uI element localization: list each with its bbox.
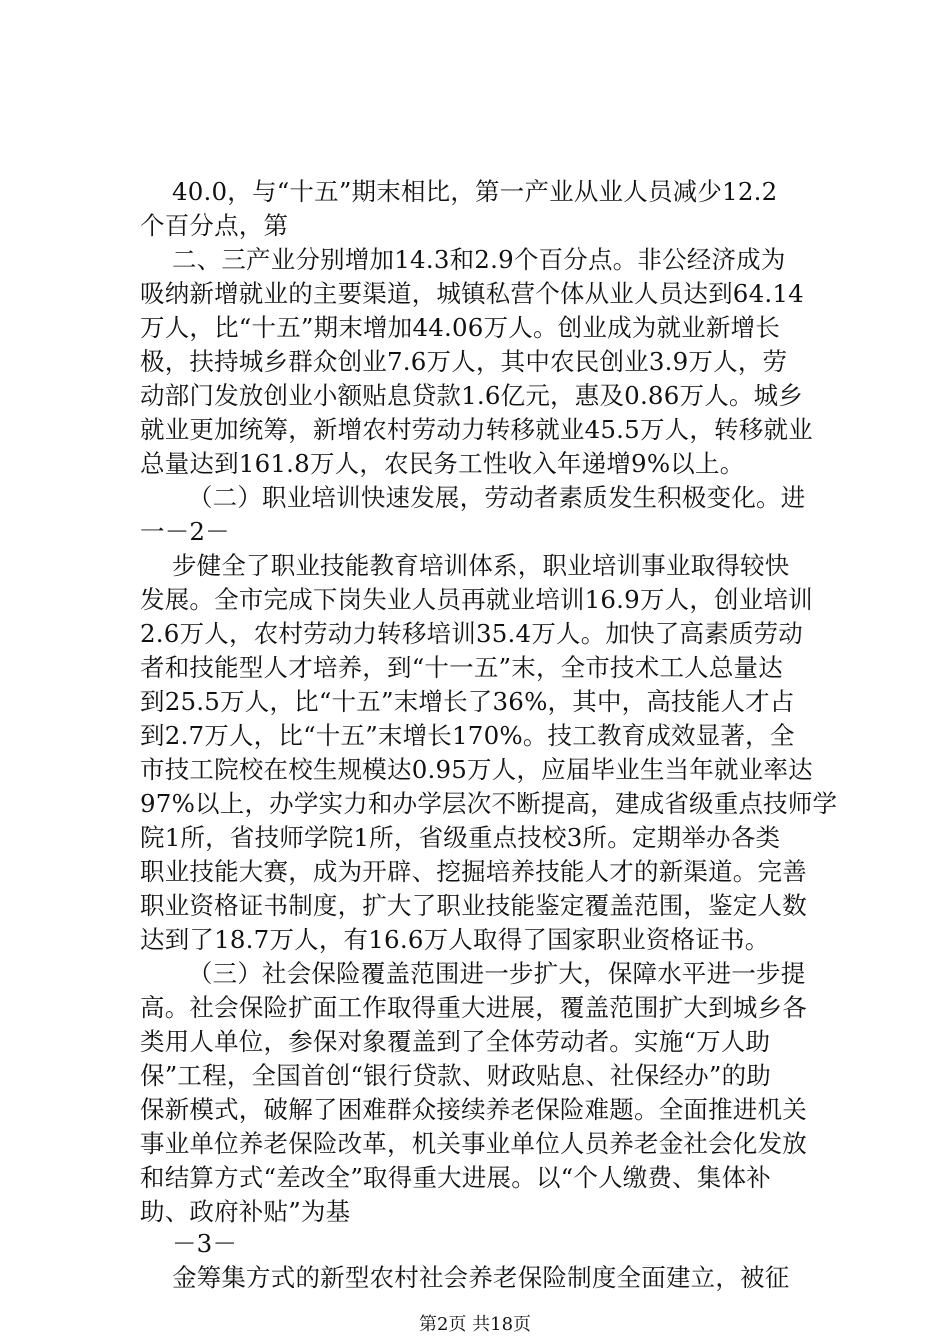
page-footer: 第2页 共18页: [418, 1314, 532, 1335]
text-line: 助、政府补贴”为基: [140, 1197, 351, 1226]
text-line: 金筹集方式的新型农村社会养老保险制度全面建立，被征: [140, 1263, 790, 1292]
text-line: 达到了18.7万人，有16.6万人取得了国家职业资格证书。: [140, 925, 770, 954]
text-line: 者和技能型人才培养，到“十一五”末，全市技术工人总量达: [140, 653, 783, 682]
text-line: 极，扶持城乡群众创业7.6万人，其中农民创业3.9万人，劳: [140, 347, 788, 376]
text-line: 二、三产业分别增加14.3和2.9个百分点。非公经济成为: [140, 245, 786, 274]
text-line: 高。社会保险扩面工作取得重大进展，覆盖范围扩大到城乡各: [140, 993, 807, 1022]
text-line: 院1所，省技师学院1所，省级重点技校3所。定期举办各类: [140, 823, 781, 852]
text-line: 动部门发放创业小额贴息贷款1.6亿元，惠及0.86万人。城乡: [140, 381, 804, 410]
text-line: 事业单位养老保险改革，机关事业单位人员养老金社会化发放: [140, 1129, 807, 1158]
text-line: 类用人单位，参保对象覆盖到了全体劳动者。实施“万人助: [140, 1027, 771, 1056]
text-line: 保新模式，破解了困难群众接续养老保险难题。全面推进机关: [140, 1095, 807, 1124]
section-heading: （二）职业培训快速发展，劳动者素质发生积极变化。进: [140, 483, 806, 512]
text-line: 到25.5万人，比“十五”末增长了36%，其中，高技能人才占: [140, 687, 795, 716]
text-line: 个百分点，第: [140, 211, 289, 240]
text-line: 保”工程，全国首创“银行贷款、财政贴息、社保经办”的助: [140, 1061, 771, 1090]
text-line: 职业资格证书制度，扩大了职业技能鉴定覆盖范围，鉴定人数: [140, 891, 807, 920]
page-marker: 一－2－: [140, 517, 230, 546]
text-line: 职业技能大赛，成为开辟、挖掘培养技能人才的新渠道。完善: [140, 857, 807, 886]
text-line: 和结算方式“差改全”取得重大进展。以“个人缴费、集体补: [140, 1163, 771, 1192]
text-line: 97%以上，办学实力和办学层次不断提高，建成省级重点技师学: [140, 789, 838, 818]
text-line: 2.6万人，农村劳动力转移培训35.4万人。加快了高素质劳动: [140, 619, 804, 648]
text-line: 到2.7万人，比“十五”末增长170%。技工教育成效显著，全: [140, 721, 795, 750]
text-line: 发展。全市完成下岗失业人员再就业培训16.9万人，创业培训: [140, 585, 813, 614]
text-line: 就业更加统筹，新增农村劳动力转移就业45.5万人，转移就业: [140, 415, 813, 444]
page-marker: －3－: [140, 1229, 238, 1258]
text-line: 吸纳新增就业的主要渠道，城镇私营个体从业人员达到64.14: [140, 279, 804, 308]
text-line: 40.0，与“十五”期末相比，第一产业从业人员减少12.2: [140, 177, 778, 206]
text-line: 步健全了职业技能教育培训体系，职业培训事业取得较快: [140, 551, 790, 580]
text-line: 市技工院校在校生规模达0.95万人，应届毕业生当年就业率达: [140, 755, 813, 784]
text-line: 万人，比“十五”期末增加44.06万人。创业成为就业新增长: [140, 313, 780, 342]
section-heading: （三）社会保险覆盖范围进一步扩大，保障水平进一步提: [140, 959, 806, 988]
text-line: 总量达到161.8万人，农民务工性收入年递增9%以上。: [140, 449, 745, 478]
